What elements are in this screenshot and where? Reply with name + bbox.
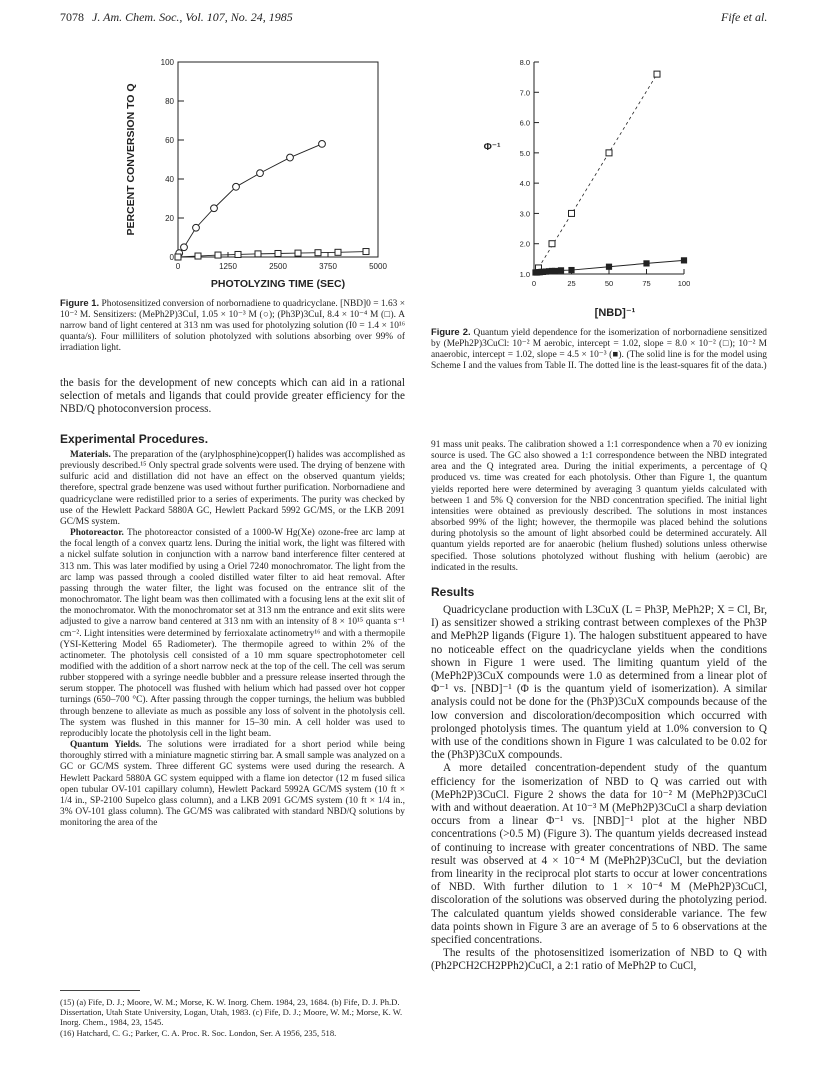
y-tick-label: 4.0 (519, 179, 530, 189)
x-tick-label: 0 (531, 279, 537, 288)
materials-head: Materials. (70, 450, 111, 460)
y-tick-label: 3.0 (519, 209, 530, 219)
data-point-square (335, 249, 341, 255)
data-point-circle (233, 183, 240, 190)
y-tick-label: 0 (169, 253, 174, 262)
y-tick-label: 20 (165, 214, 174, 223)
y-tick-label: 80 (165, 97, 174, 106)
x-tick-label: 50 (604, 279, 614, 288)
y-tick-label: 60 (165, 136, 174, 145)
y-tick-label: 6.0 (519, 118, 530, 128)
figure1-caption-text: Photosensitized conversion of norbornadiene to quadricyclane. [NBD]0 = 1.63 × 10⁻² M. Sensitizers: (MePh2P)3CuI, 1.05 × 10⁻³ M (○); (Ph3P)3CuI, 8.4 × 10⁻⁴ M (□). A narrow band of light centered at 313 nm was used for photolyzing solution (I0 = 1.4 × 10¹⁶ quanta/s). Four milliliters of solution photolyzed with solutions absorbing over 99% of irradiation light. (60, 299, 406, 353)
results-text (431, 604, 767, 974)
y-tick-label: 8.0 (519, 58, 530, 67)
heading-results: Results (431, 585, 475, 599)
x-tick-label: 0 (175, 262, 181, 271)
data-point-filled-square (606, 264, 611, 269)
data-point-square (175, 254, 181, 260)
figure2-caption (431, 326, 767, 372)
footnote-15: (15) (a) Fife, D. J.; Moore, W. M.; Morse, K. W. Inorg. Chem. 1984, 23, 1684. (b) Fife, D. J. Ph.D. Dissertation, Utah State University, Logan, Utah, 1983. (c) Fife, D. J.; Moore, W. M.; Morse, K. W. Inorg. Chem., 1984, 23, 1545. (60, 997, 403, 1028)
footnote-16: (16) Hatchard, C. G.; Parker, C. A. Proc. R. Soc. London, Ser. A 1956, 235, 518. (60, 1027, 337, 1038)
data-point-square (315, 250, 321, 256)
data-point-square (275, 250, 281, 256)
data-point-circle (181, 244, 188, 251)
data-point-square (215, 252, 221, 258)
data-point-square (363, 249, 369, 255)
photoreactor-head: Photoreactor. (70, 528, 124, 539)
quantum-yields-head: Quantum Yields. (70, 740, 142, 751)
x-axis-label: [NBD]⁻¹ (594, 307, 636, 319)
para-photoreactor (60, 528, 405, 740)
x-tick-label: 75 (642, 279, 651, 288)
quantum-yields-text: The solutions were irradiated for a short period while being thoroughly stirred with a miniature magnetic stirring bar. A small sample was analyzed on a GC or GC/MS system. Three different GC systems were used during the research. A Hewlett Packard 5880A GC system equipped with a flame ion detector (12 m fused silica open tubular OV-101 capillary column), Hewlett Packard 5992A GC/MS system (10 ft × 1/4 in., SP-2100 Supelco glass column), and a LKB 2091 GC/MS system (10 ft × 1/4 in., 3% OV-101 glass column). The GC/MS was calibrated with standard NBD/Q solutions by monitoring the area of the (60, 740, 405, 829)
experimental-text (60, 450, 405, 829)
series-line (179, 144, 322, 253)
data-point-open-square (654, 71, 660, 77)
para-mass-units: 91 mass unit peaks. The calibration showed a 1:1 correspondence when a 70 ev ionizing source is used. The GC also showed a 1:1 correspondence between the NBD integrated area and the Q integrated area. During the initial experiments, a percentage of Q produced vs. time was created for each photolysis. Other than Figure 1, the quantum yields reported here were determined by averaging 3 quantum yields calculated with between 1 and 5% Q conversion for the NBD concentration specified. The initial light intensities were obtained as previously described. The solutions in most instances absorbed 99% of the light; however, the thermopile was placed behind the solutions during photolysis so the amount of light absorbed could be determined accurately. All quantum yields reported are for anaerobic (helium flushed) solutions unless otherwise specified. Those solutions photolyzed without flushing with helium (aerobic) are indicated in the results. (431, 440, 767, 573)
data-point-circle (193, 224, 200, 231)
data-point-square (255, 251, 261, 257)
para-quantum-yields (60, 740, 405, 829)
data-point-square (195, 253, 201, 259)
data-point-open-square (549, 241, 555, 247)
data-point-square (235, 251, 241, 257)
data-point-open-square (606, 150, 612, 156)
figure2-caption-text: Quantum yield dependence for the isomerization of norbornadiene sensitized by (MePh2P)3CuCl: 10⁻² M aerobic, intercept = 1.02, slope = 8.0 × 10⁻² (□); 10⁻² M anaerobic, intercept = 1.02, slope = 4.5 × 10⁻³ (■). (The solid line is for the model using Scheme I and the values from Table II. The dotted line is the least-squares fit of the data.) (431, 328, 767, 371)
x-axis-label: PHOTOLYZING TIME (SEC) (210, 278, 346, 290)
results-para-2: A more detailed concentration-dependent study of the quantum efficiency for the isomerization of NBD to Q was carried out with (MePh2P)3CuCl. Figure 2 shows the data for 10⁻² M (MePh2P)3CuCl with and without deaeration. At 10⁻³ M (MePh2P)3CuCl a sharp deviation occurs from a linear Φ⁻¹ vs. [NBD]⁻¹ plot at the higher NBD concentrations (>0.5 M) (Figure 3). The quantum yields decreased instead of continuing to increase with greater concentrations of NBD. The same result was observed at 4 × 10⁻⁴ M (MePh2P)3CuCl, but the deviation from linearity in the reciprocal plot starts to occur at lower concentrations of NBD. With further dilution to 1 × 10⁻⁴ M (MePh2P)3CuCl, discoloration of the solutions was observed during the photolyzing period. The calculated quantum yields showed considerable variance. The few data points shown in Figure 3 are an average of 5 to 6 observations at the specified concentrations. (431, 762, 767, 947)
y-tick-label: 5.0 (519, 148, 530, 158)
journal-citation: J. Am. Chem. Soc., Vol. 107, No. 24, 1985 (92, 10, 293, 24)
data-point-filled-square (644, 261, 649, 266)
running-authors: Fife et al. (721, 10, 768, 24)
footnote-rule (60, 990, 140, 991)
x-tick-label: 3750 (319, 262, 337, 271)
data-point-open-square (569, 210, 575, 216)
data-point-circle (257, 170, 264, 177)
fit-line-dashed (539, 74, 658, 268)
footnotes (60, 997, 405, 1038)
x-tick-label: 5000 (369, 262, 387, 271)
figure2-chart (478, 52, 718, 324)
photoreactor-text: The photoreactor consisted of a 1000-W Hg(Xe) ozone-free arc lamp at the focal length of a convex quartz lens. During the initial work, the light was filtered with a nickel sulfate solution in conjunction with a narrow band interference filter centered at 313 nm. This was later modified by using a Oriel 7240 monochromator. The light from the arc lamp was passed through a cooled distilled water filter to aid heat removal. After passing through the water filter, the light was focused on the entrance slit of the monochromator. The light beam was then collimated with a focusing lens at the exit slit of the monochromator. With the monochromator set at 313 nm the entrance and exit slits were adjusted to give a narrow band centered at 313 nm with an intensity of 8 × 10¹⁵ quanta s⁻¹ cm⁻². Light intensities were determined by ferrioxalate actinometry¹⁶ and with a thermopile (YSI-Kettering Model 65 Radiometer). The thermopile agreed to within 2% of the actinometer. The photolysis cell consisted of a 10 mm square spectrophotometer cell modified with the addition of a short narrow neck at the top of the cell. The cell was serum rubber stoppered with a syringe needle bubbler and a pressure release inserted through the serum stopper. The photocell was flushed with helium which had passed over hot copper turnings (650–700 °C). After passing through the copper turnings, the helium was bubbled through benzene to alleviate as much as possible any loss of solvent in the photolysis cell. The system was flushed in this manner for 15–30 min. A cell holder was used to reproducibly locate the photolysis cell in the light beam. (60, 528, 405, 739)
right-methods-text (431, 440, 767, 574)
page-number: 7078 (60, 10, 84, 24)
data-point-square (295, 250, 301, 256)
data-point-circle (319, 141, 326, 148)
y-axis-label: PERCENT CONVERSION TO Q (125, 83, 137, 236)
intro-paragraph-end (60, 377, 405, 417)
y-axis-label: Φ⁻¹ (483, 142, 501, 153)
x-tick-label: 2500 (269, 262, 287, 271)
results-para-3: The results of the photosensitized isomerization of NBD to Q with (Ph2PCH2CH2PPh2)CuCl, a 2:1 ratio of MePh2P to CuCl, (431, 947, 767, 973)
data-point-circle (211, 205, 218, 212)
y-tick-label: 7.0 (519, 88, 530, 98)
data-point-filled-square (552, 268, 557, 273)
x-tick-label: 100 (677, 279, 691, 288)
data-point-filled-square (569, 267, 574, 272)
y-tick-label: 40 (165, 175, 174, 184)
results-para-1: Quadricyclane production with L3CuX (L = Ph3P, MePh2P; X = Cl, Br, I) as sensitizer showed a striking contrast between complexes of the Ph3P and MePh2P ligands (Figure 1). The halogen substituent appeared to have no noticeable effect on the quadricyclane yields when the conditions shown in Figure 1 were used. The limiting quantum yield of the (MePh2P)3CuX compounds were 1.0 as determined from a linear plot of Φ⁻¹ vs. [NBD]⁻¹ (Φ is the quantum yield of isomerization). A similar analysis could not be done for the (Ph3P)3CuX compounds because of the low conversion and discoloration/decomposition which occurred with prolonged photolysis times. The quantum yield at 1.0% conversion to Q with use of the conditions shown in Figure 1 was calculated to be 0.02 for the (Ph3P)3CuX compounds. (431, 604, 767, 762)
data-point-circle (287, 154, 294, 161)
heading-experimental: Experimental Procedures. (60, 432, 209, 446)
para-basis: the basis for the development of new concepts which can aid in a rational selection of metals and ligands that could provide greater efficiency for the NBD/Q photoconversion process. (60, 377, 405, 416)
x-tick-label: 1250 (219, 262, 237, 271)
materials-text: The preparation of the (arylphosphine)copper(I) halides was accomplished as previously described.¹⁵ Only spectral grade solvents were used. The drying of benzene with sulfuric acid and distillation did not have an effect on the observed quantum yields; therefore, spectral grade benzene was used without further purification. Norbornadiene and quadricyclane were redistilled prior to a series of experiments. The purity was checked by use of the Hewlett Packard 5880A GC, Hewlett Packard 5992 GC/MS, or the LKB 2091 GC/MS system. (60, 450, 405, 527)
y-tick-label: 1.0 (519, 270, 530, 279)
para-materials (60, 450, 405, 528)
figure2-caption-label: Figure 2. (431, 326, 471, 337)
figure1-caption-label: Figure 1. (60, 297, 100, 308)
data-point-filled-square (681, 258, 686, 263)
figure1-chart (110, 50, 390, 300)
data-point-filled-square (558, 268, 563, 273)
x-tick-label: 25 (567, 279, 576, 288)
y-tick-label: 2.0 (519, 239, 530, 249)
figure1-caption (60, 297, 405, 354)
plot-frame (178, 62, 378, 257)
y-tick-label: 100 (160, 58, 174, 67)
